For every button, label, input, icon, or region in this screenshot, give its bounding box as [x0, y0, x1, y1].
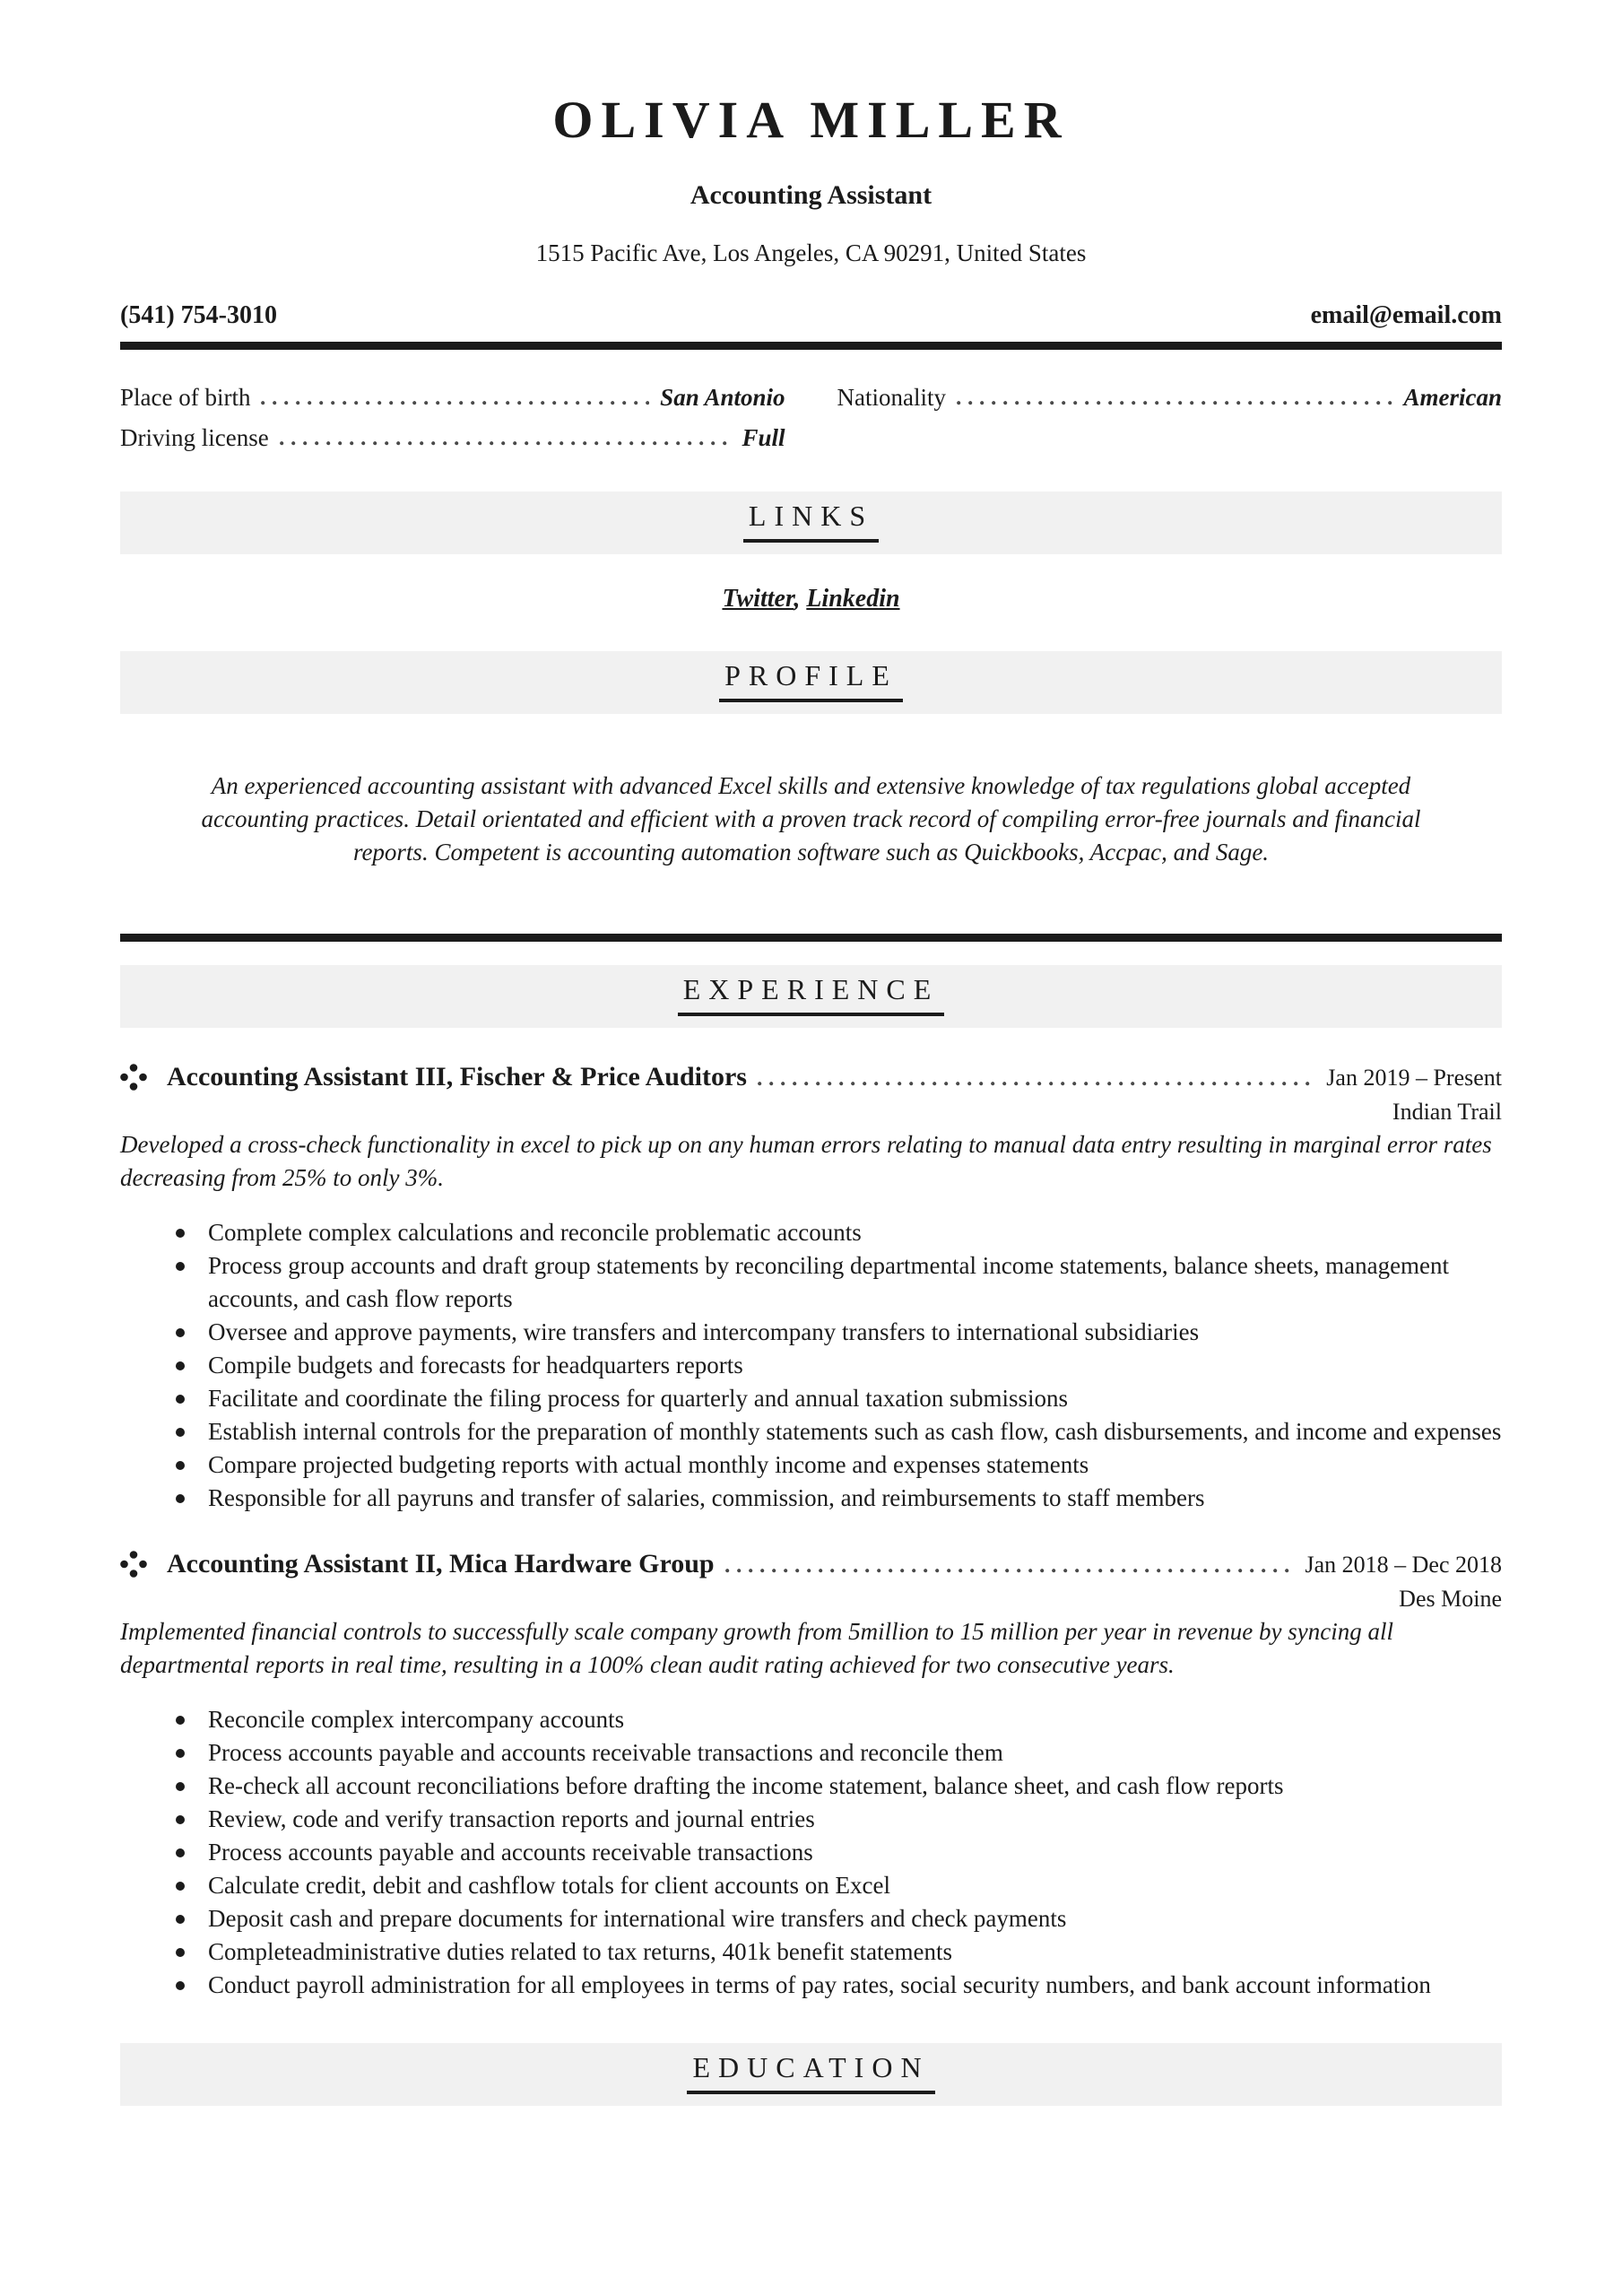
experience-section-banner — [120, 965, 1502, 1028]
bullet-item: Process accounts payable and accounts receivable transactions — [176, 1836, 1502, 1869]
links-line — [120, 585, 1502, 613]
bullet-item: Responsible for all payruns and transfer of salaries, commission, and reimbursements to staff members — [176, 1482, 1502, 1515]
detail-label: Nationality — [837, 384, 946, 411]
resume-header — [120, 90, 1502, 267]
header-divider — [120, 342, 1502, 350]
profile-heading: PROFILE — [719, 659, 903, 702]
job-title: Accounting Assistant III, Fischer & Price Auditors — [167, 1062, 747, 1091]
detail-empty-cell — [837, 424, 1503, 452]
detail-label: Driving license — [120, 424, 269, 451]
bullet-item: Compare projected budgeting reports with actual monthly income and expenses statements — [176, 1448, 1502, 1482]
section-divider — [120, 934, 1502, 942]
dotted-leader — [758, 1082, 1315, 1086]
bullet-item: Completeadministrative duties related to tax returns, 401k benefit statements — [176, 1935, 1502, 1969]
job-summary: Developed a cross-check functionality in excel to pick up on any human errors relating to manual data entry resulting in marginal error rates decreasing from 25% to only 3%. — [120, 1131, 1492, 1191]
links-separator: , — [794, 585, 807, 613]
job-header — [120, 1549, 1502, 1579]
detail-label: Place of birth — [120, 384, 251, 411]
education-heading: EDUCATION — [687, 2051, 934, 2094]
bullet-item: Reconcile complex intercompany accounts — [176, 1703, 1502, 1736]
links-heading: LINKS — [743, 500, 879, 543]
candidate-name: OLIVIA MILLER — [552, 91, 1070, 149]
bullet-item: Complete complex calculations and reconcile problematic accounts — [176, 1216, 1502, 1249]
detail-driving-license — [120, 424, 785, 452]
bullet-item: Facilitate and coordinate the filing process for quarterly and annual taxation submissions — [176, 1382, 1502, 1415]
profile-section-banner — [120, 651, 1502, 714]
bullet-item: Calculate credit, debit and cashflow totals for client accounts on Excel — [176, 1869, 1502, 1902]
twitter-link[interactable]: Twitter — [722, 585, 794, 613]
job-bullet-list — [120, 1216, 1502, 1515]
detail-place-of-birth — [120, 384, 785, 412]
bullet-item: Deposit cash and prepare documents for international wire transfers and check payments — [176, 1902, 1502, 1935]
links-section-banner — [120, 491, 1502, 554]
bullet-item: Process accounts payable and accounts receivable transactions and reconcile them — [176, 1736, 1502, 1770]
job-dates: Jan 2019 – Present — [1326, 1065, 1502, 1091]
bullet-item: Re-check all account reconciliations before drafting the income statement, balance sheet, and cash flow reports — [176, 1770, 1502, 1803]
detail-value: American — [1403, 384, 1502, 411]
profile-summary: An experienced accounting assistant with advanced Excel skills and extensive knowledge of tax regulations global accepted accounting practices. Detail orientated and efficient with a proven track record of compiling error-free journals and financial reports. Competent is accounting automation software such as Quickbooks, Accpac, and Sage. — [201, 772, 1421, 865]
linkedin-link[interactable]: Linkedin — [806, 585, 900, 613]
detail-value: Full — [742, 424, 785, 451]
bullet-item: Review, code and verify transaction reports and journal entries — [176, 1803, 1502, 1836]
four-dot-diamond-icon — [120, 1551, 147, 1578]
job-location: Indian Trail — [1392, 1099, 1502, 1125]
job-bullet-list — [120, 1703, 1502, 2002]
email-address: email@email.com — [1310, 301, 1502, 329]
experience-entry — [120, 1549, 1502, 2002]
experience-entry — [120, 1062, 1502, 1515]
four-dot-diamond-icon — [120, 1064, 147, 1091]
dotted-leader — [725, 1569, 1295, 1573]
bullet-item: Process group accounts and draft group statements by reconciling departmental income statements, balance sheets, management accounts, and cash flow reports — [176, 1249, 1502, 1316]
contact-row — [120, 301, 1502, 330]
bullet-item: Oversee and approve payments, wire transfers and intercompany transfers to international subsidiaries — [176, 1316, 1502, 1349]
dotted-leader — [261, 401, 649, 405]
bullet-item: Conduct payroll administration for all employees in terms of pay rates, social security numbers, and bank account information — [176, 1969, 1502, 2002]
candidate-title: Accounting Assistant — [690, 180, 932, 210]
phone-number: (541) 754-3010 — [120, 301, 277, 329]
job-summary: Implemented financial controls to successfully scale company growth from 5million to 15 million per year in revenue by syncing all departmental reports in real time, resulting in a 100% clean audit rating achieved for two consecutive years. — [120, 1618, 1393, 1678]
bullet-item: Compile budgets and forecasts for headquarters reports — [176, 1349, 1502, 1382]
bullet-item: Establish internal controls for the preparation of monthly statements such as cash flow, cash disbursements, and income and expenses — [176, 1415, 1502, 1448]
job-location: Des Moine — [1399, 1586, 1502, 1612]
dotted-leader — [280, 441, 732, 446]
detail-nationality — [837, 384, 1503, 412]
job-title: Accounting Assistant II, Mica Hardware Group — [167, 1549, 715, 1578]
details-grid — [120, 384, 1502, 452]
education-section-banner — [120, 2043, 1502, 2106]
candidate-address: 1515 Pacific Ave, Los Angeles, CA 90291, United States — [535, 239, 1087, 266]
experience-heading: EXPERIENCE — [678, 973, 945, 1016]
job-header — [120, 1062, 1502, 1092]
dotted-leader — [957, 401, 1393, 405]
job-dates: Jan 2018 – Dec 2018 — [1305, 1552, 1502, 1578]
detail-value: San Antonio — [660, 384, 785, 411]
